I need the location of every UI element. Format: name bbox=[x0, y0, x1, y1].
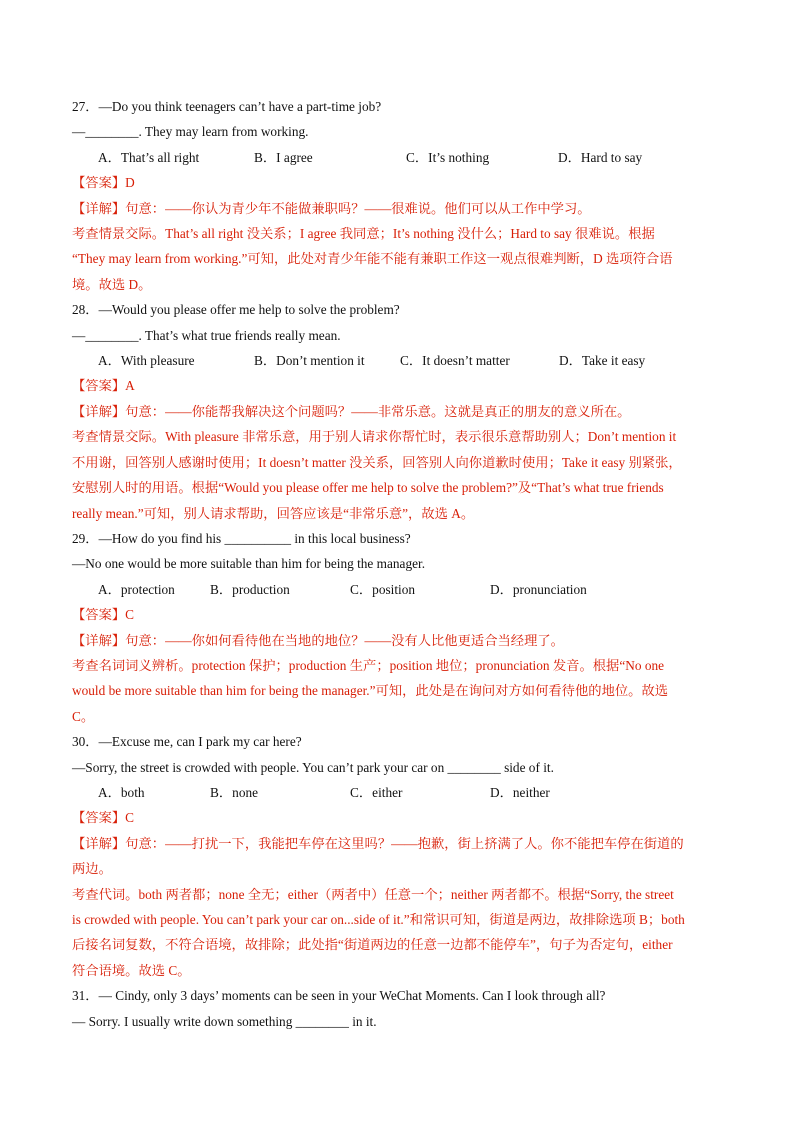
question-stem: 29．—How do you find his __________ in this local business? bbox=[72, 530, 411, 546]
detail-line: really mean.”可知，别人请求帮助，回答应该是“非常乐意”，故选 A。 bbox=[72, 505, 475, 521]
question-stem-response: — Sorry. I usually write down something ________ in it. bbox=[72, 1013, 377, 1029]
answer-label: 【答案】C bbox=[72, 810, 135, 826]
question-stem-response: —Sorry, the street is crowded with people. You can’t park your car on ________ side of it. bbox=[72, 759, 554, 775]
detail-line: 后接名词复数，不符合语境，故排除；此处指“街道两边的任意一边都不能停车”，句子为否定句，either bbox=[72, 937, 673, 953]
detail-line: 考查名词词义辨析。protection 保护；production 生产；position 地位；pronunciation 发音。根据“No one bbox=[72, 657, 665, 673]
option-b: B．I agree bbox=[254, 149, 313, 165]
options-row bbox=[72, 348, 732, 373]
option-d: D．Take it easy bbox=[559, 353, 646, 369]
answer-label: 【答案】C bbox=[72, 607, 135, 623]
detail-line: 不用谢，回答别人感谢时使用；It doesn’t matter 没关系，回答别人向你道歉时使用；Take it easy 别紧张， bbox=[72, 454, 682, 470]
option-a: A．protection bbox=[98, 581, 175, 597]
question-28 bbox=[72, 297, 732, 526]
detail-line: would be more suitable than him for being the manager.”可知，此处是在询问对方如何看待他的地位。故选 bbox=[72, 683, 669, 699]
detail-line: C。 bbox=[72, 708, 95, 724]
option-b: B．none bbox=[210, 784, 259, 800]
option-a: A．That’s all right bbox=[98, 149, 200, 165]
question-stem: 30．—Excuse me, can I park my car here? bbox=[72, 734, 302, 750]
detail-line: 安慰别人时的用语。根据“Would you please offer me help to solve the problem?”及“That’s what true friends bbox=[72, 480, 664, 496]
question-stem-response: —________. That’s what true friends really mean. bbox=[72, 327, 341, 343]
question-list bbox=[72, 94, 732, 1034]
option-a: A．both bbox=[98, 784, 145, 800]
question-stem-response: —________. They may learn from working. bbox=[72, 124, 309, 140]
detail-line: is crowded with people. You can’t park your car on...side of it.”和常识可知，街道是两边，故排除选项 B；both bbox=[72, 912, 685, 927]
detail-line: 考查情景交际。With pleasure 非常乐意，用于别人请求你帮忙时，表示很乐意帮助别人；Don’t mention it bbox=[72, 429, 677, 445]
option-d: D．Hard to say bbox=[558, 149, 643, 165]
option-c: C．It doesn’t matter bbox=[400, 353, 510, 369]
detail-line: 境。故选 D。 bbox=[72, 276, 152, 292]
options-row bbox=[72, 780, 732, 805]
detail-line: 【详解】句意：——打扰一下，我能把车停在这里吗？——抱歉，街上挤满了人。你不能把车停在街道的 bbox=[72, 835, 684, 851]
answer-label: 【答案】A bbox=[72, 378, 135, 394]
detail-line: 【详解】句意：——你认为青少年不能做兼职吗？——很难说。他们可以从工作中学习。 bbox=[72, 200, 591, 216]
detail-line: 【详解】句意：——你能帮我解决这个问题吗？——非常乐意。这就是真正的朋友的意义所在。 bbox=[72, 403, 631, 419]
question-stem: 27．—Do you think teenagers can’t have a part-time job? bbox=[72, 99, 382, 114]
detail-line: 两边。 bbox=[72, 861, 112, 877]
question-30 bbox=[72, 729, 732, 983]
question-29 bbox=[72, 526, 732, 729]
question-27 bbox=[72, 94, 732, 297]
option-c: C．It’s nothing bbox=[406, 149, 490, 165]
detail-line: 【详解】句意：——你如何看待他在当地的地位？——没有人比他更适合当经理了。 bbox=[72, 632, 564, 648]
question-stem: 31．— Cindy, only 3 days’ moments can be seen in your WeChat Moments. Can I look through all? bbox=[72, 988, 606, 1004]
detail-line: 考查情景交际。That’s all right 没关系；I agree 我同意；It’s nothing 没什么；Hard to say 很难说。根据 bbox=[72, 226, 655, 242]
option-d: D．neither bbox=[490, 784, 550, 800]
question-stem: 28．—Would you please offer me help to solve the problem? bbox=[72, 302, 400, 318]
detail-line: 符合语境。故选 C。 bbox=[72, 962, 191, 978]
question-stem-response: —No one would be more suitable than him for being the manager. bbox=[72, 556, 426, 572]
detail-line: 考查代词。both 两者都；none 全无；either（两者中）任意一个；neither 两者都不。根据“Sorry, the street bbox=[72, 886, 674, 902]
answer-label: 【答案】D bbox=[72, 175, 135, 191]
question-31 bbox=[72, 983, 732, 1034]
option-c: C．either bbox=[350, 784, 403, 800]
options-row bbox=[72, 145, 732, 170]
option-c: C．position bbox=[350, 581, 416, 597]
option-b: B．Don’t mention it bbox=[254, 353, 365, 369]
option-a: A．With pleasure bbox=[98, 353, 195, 369]
options-row bbox=[72, 577, 732, 602]
option-b: B．production bbox=[210, 581, 290, 597]
detail-line: “They may learn from working.”可知，此处对青少年能不能有兼职工作这一观点很难判断，D 选项符合语 bbox=[72, 251, 673, 267]
option-d: D．pronunciation bbox=[490, 581, 587, 597]
